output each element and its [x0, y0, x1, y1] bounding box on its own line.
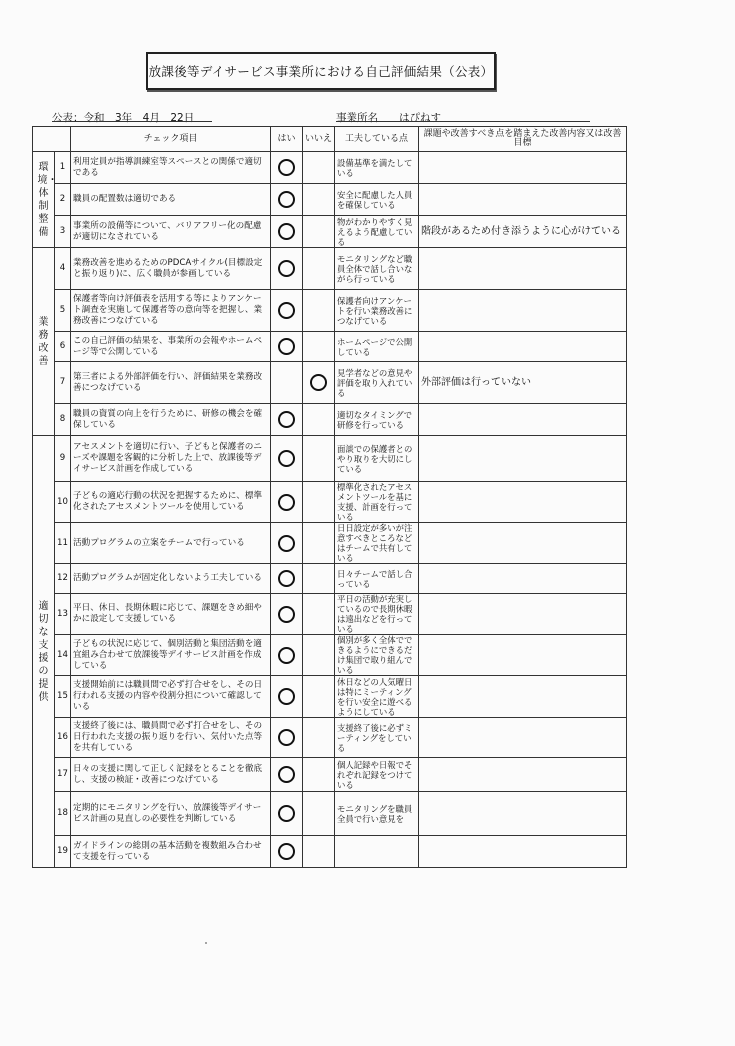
check-item-text: 活動プログラムの立案をチームで行っている — [71, 523, 271, 564]
improvement-text — [419, 792, 627, 836]
check-item-text: ガイドラインの総則の基本活動を複数組み合わせて支援を行っている — [71, 836, 271, 868]
yes-cell — [271, 152, 303, 184]
yes-cell — [271, 248, 303, 290]
no-cell — [303, 635, 335, 676]
table-row — [33, 152, 627, 184]
yes-cell — [271, 836, 303, 868]
yes-circle-mark — [278, 805, 295, 822]
improvement-text: 外部評価は行っていない — [419, 362, 627, 404]
table-row — [33, 635, 627, 676]
no-cell — [303, 564, 335, 594]
improvement-text — [419, 436, 627, 482]
improvement-text — [419, 523, 627, 564]
category-cell — [33, 152, 58, 248]
improvement-text — [419, 564, 627, 594]
header-row — [33, 127, 627, 152]
check-item-text: 業務改善を進めるためのPDCAサイクル(目標設定と振り返り)に、広く職員が参画している — [71, 248, 271, 290]
item-number: 15 — [55, 676, 71, 718]
published-underline — [52, 121, 212, 122]
category-label: 業務改善 — [38, 316, 49, 367]
yes-cell — [271, 436, 303, 482]
header-improvement: 課題や改善すべき点を踏まえた改善内容又は改善目標 — [419, 127, 627, 152]
check-item-text: 第三者による外部評価を行い、評価結果を業務改善につなげている — [71, 362, 271, 404]
table-row — [33, 362, 627, 404]
yes-cell — [271, 635, 303, 676]
item-number: 12 — [55, 564, 71, 594]
item-number: 11 — [55, 523, 71, 564]
no-cell — [303, 436, 335, 482]
yes-circle-mark — [278, 535, 295, 552]
yes-circle-mark — [278, 191, 295, 208]
improvement-text — [419, 635, 627, 676]
yes-cell — [271, 718, 303, 758]
yes-circle-mark — [278, 766, 295, 783]
no-cell — [303, 362, 335, 404]
effort-text — [335, 836, 419, 868]
table-row — [33, 836, 627, 868]
item-number: 5 — [55, 290, 71, 332]
self-evaluation-table — [32, 126, 627, 868]
header-no: いいえ — [303, 127, 335, 152]
effort-text: ホームページで公開している — [335, 332, 419, 362]
header-check-item: チェック項目 — [71, 127, 271, 152]
office-underline — [336, 121, 590, 122]
yes-circle-mark — [278, 159, 295, 176]
office-name: 事業所名 はぴねす — [336, 112, 441, 124]
yes-circle-mark — [278, 729, 295, 746]
header-yes: はい — [271, 127, 303, 152]
improvement-text — [419, 836, 627, 868]
yes-cell — [271, 332, 303, 362]
item-number: 3 — [55, 216, 71, 248]
yes-cell — [271, 216, 303, 248]
yes-circle-mark — [278, 843, 295, 860]
table-row — [33, 332, 627, 362]
table-row — [33, 523, 627, 564]
item-number: 19 — [55, 836, 71, 868]
check-item-text: この自己評価の結果を、事業所の会報やホームページ等で公開している — [71, 332, 271, 362]
category-label: 適切な支援の提供 — [38, 600, 49, 703]
yes-cell — [271, 594, 303, 635]
check-item-text: 平日、休日、長期休暇に応じて、課題をきめ細やかに設定して支援している — [71, 594, 271, 635]
category-cell — [33, 436, 55, 868]
effort-text: 個別が多く全体でできるようにできるだけ集団で取り組んでいる — [335, 635, 419, 676]
improvement-text — [419, 184, 627, 216]
item-number: 18 — [55, 792, 71, 836]
yes-circle-mark — [278, 494, 295, 511]
yes-circle-mark — [278, 338, 295, 355]
effort-text: 休日などの人気曜日は特にミーティングを行い安全に遊べるようにしている — [335, 676, 419, 718]
table-row — [33, 676, 627, 718]
check-item-text: 利用定員が指導訓練室等スペースとの関係で適切である — [71, 152, 271, 184]
yes-cell — [271, 184, 303, 216]
effort-text: 平日の活動が充実しているので長期休暇は遠出などを行っている — [335, 594, 419, 635]
table-row — [33, 564, 627, 594]
check-item-text: 保護者等向け評価表を活用する等によりアンケート調査を実施して保護者等の意向等を把握し、業務改善につなげている — [71, 290, 271, 332]
table-row — [33, 758, 627, 792]
check-item-text: 活動プログラムが固定化しないよう工夫している — [71, 564, 271, 594]
improvement-text — [419, 718, 627, 758]
item-number: 7 — [55, 362, 71, 404]
item-number: 2 — [55, 184, 71, 216]
item-number: 6 — [55, 332, 71, 362]
category-label: 環境・体制整備 — [37, 161, 58, 238]
check-item-text: 職員の資質の向上を行うために、研修の機会を確保している — [71, 404, 271, 436]
item-number: 17 — [55, 758, 71, 792]
effort-text: 見学者などの意見や評価を取り入れている — [335, 362, 419, 404]
table-row — [33, 792, 627, 836]
effort-text: 設備基準を満たしている — [335, 152, 419, 184]
effort-text: 日日設定が多いが注意すべきところなどはチームで共有している — [335, 523, 419, 564]
improvement-text — [419, 676, 627, 718]
no-cell — [303, 248, 335, 290]
effort-text: モニタリングを職員全員で行い意見を — [335, 792, 419, 836]
item-number: 16 — [55, 718, 71, 758]
improvement-text — [419, 290, 627, 332]
improvement-text — [419, 152, 627, 184]
effort-text: モニタリングなど職員全体で話し合いながら行っている — [335, 248, 419, 290]
no-cell — [303, 184, 335, 216]
no-cell — [303, 836, 335, 868]
effort-text: 標準化されたアセスメントツールを基に支援、計画を行っている — [335, 482, 419, 523]
yes-circle-mark — [278, 302, 295, 319]
table-row — [33, 184, 627, 216]
improvement-text — [419, 332, 627, 362]
no-cell — [303, 676, 335, 718]
published-date: 公表：令和 3年 4月 22日 — [52, 112, 195, 124]
check-item-text: 日々の支援に関して正しく記録をとることを徹底し、支援の検証・改善につなげている — [71, 758, 271, 792]
improvement-text — [419, 594, 627, 635]
no-cell — [303, 404, 335, 436]
item-number: 1 — [55, 152, 71, 184]
no-cell — [303, 523, 335, 564]
no-circle-mark — [310, 374, 327, 391]
no-cell — [303, 718, 335, 758]
yes-cell — [271, 404, 303, 436]
no-cell — [303, 152, 335, 184]
item-number: 8 — [55, 404, 71, 436]
effort-text: 日々チームで話し合っている — [335, 564, 419, 594]
item-number: 10 — [55, 482, 71, 523]
yes-circle-mark — [278, 688, 295, 705]
effort-text: 個人記録や日報でそれぞれ記録をつけている — [335, 758, 419, 792]
improvement-text — [419, 482, 627, 523]
table-row — [33, 482, 627, 523]
no-cell — [303, 482, 335, 523]
yes-circle-mark — [278, 260, 295, 277]
no-cell — [303, 758, 335, 792]
no-cell — [303, 216, 335, 248]
item-number: 4 — [55, 248, 71, 290]
effort-text: 保護者向けアンケートを行い業務改善につなげている — [335, 290, 419, 332]
yes-cell — [271, 792, 303, 836]
yes-cell — [271, 564, 303, 594]
improvement-text — [419, 248, 627, 290]
check-item-text: 支援開始前には職員間で必ず打合せをし、その日行われる支援の内容や役割分担について確認している — [71, 676, 271, 718]
yes-circle-mark — [278, 606, 295, 623]
yes-cell — [271, 758, 303, 792]
no-cell — [303, 594, 335, 635]
table-row — [33, 404, 627, 436]
effort-text: 安全に配慮した人員を確保している — [335, 184, 419, 216]
scan-speck — [205, 942, 207, 944]
yes-circle-mark — [278, 450, 295, 467]
yes-circle-mark — [278, 647, 295, 664]
yes-cell — [271, 482, 303, 523]
yes-cell — [271, 290, 303, 332]
yes-circle-mark — [278, 223, 295, 240]
check-item-text: 子どもの適応行動の状況を把握するために、標準化されたアセスメントツールを使用している — [71, 482, 271, 523]
table-row — [33, 290, 627, 332]
check-item-text: 定期的にモニタリングを行い、放課後等デイサービス計画の見直しの必要性を判断している — [71, 792, 271, 836]
improvement-text — [419, 758, 627, 792]
effort-text: 面談での保護者とのやり取りを大切にしている — [335, 436, 419, 482]
category-cell — [33, 248, 55, 436]
effort-text: 物がわかりやすく見えるよう配慮している — [335, 216, 419, 248]
table-row — [33, 594, 627, 635]
yes-circle-mark — [278, 411, 295, 428]
table-row — [33, 718, 627, 758]
check-item-text: 事業所の設備等について、バリアフリー化の配慮が適切になされている — [71, 216, 271, 248]
no-cell — [303, 332, 335, 362]
header-blank — [33, 127, 71, 152]
effort-text: 支援終了後に必ずミーティングをしている — [335, 718, 419, 758]
yes-cell — [271, 523, 303, 564]
check-item-text: 職員の配置数は適切である — [71, 184, 271, 216]
improvement-text: 階段があるため付き添うように心がけている — [419, 216, 627, 248]
improvement-text — [419, 404, 627, 436]
yes-circle-mark — [278, 570, 295, 587]
yes-cell — [271, 676, 303, 718]
check-item-text: 子どもの状況に応じて、個別活動と集団活動を適宜組み合わせて放課後等デイサービス計画を作成している — [71, 635, 271, 676]
item-number: 14 — [55, 635, 71, 676]
no-cell — [303, 792, 335, 836]
header-effort: 工夫している点 — [335, 127, 419, 152]
table-row — [33, 216, 627, 248]
table-row — [33, 248, 627, 290]
check-item-text: アセスメントを適切に行い、子どもと保護者のニーズや課題を客観的に分析した上で、放課後等デイサービス計画を作成している — [71, 436, 271, 482]
check-item-text: 支援終了後には、職員間で必ず打合せをし、その日行われた支援の振り返りを行い、気付いた点等を共有している — [71, 718, 271, 758]
document-title: 放課後等デイサービス事業所における自己評価結果（公表） — [146, 52, 496, 90]
no-cell — [303, 290, 335, 332]
item-number: 13 — [55, 594, 71, 635]
yes-cell — [271, 362, 303, 404]
item-number: 9 — [55, 436, 71, 482]
effort-text: 適切なタイミングで研修を行っている — [335, 404, 419, 436]
table-row — [33, 436, 627, 482]
